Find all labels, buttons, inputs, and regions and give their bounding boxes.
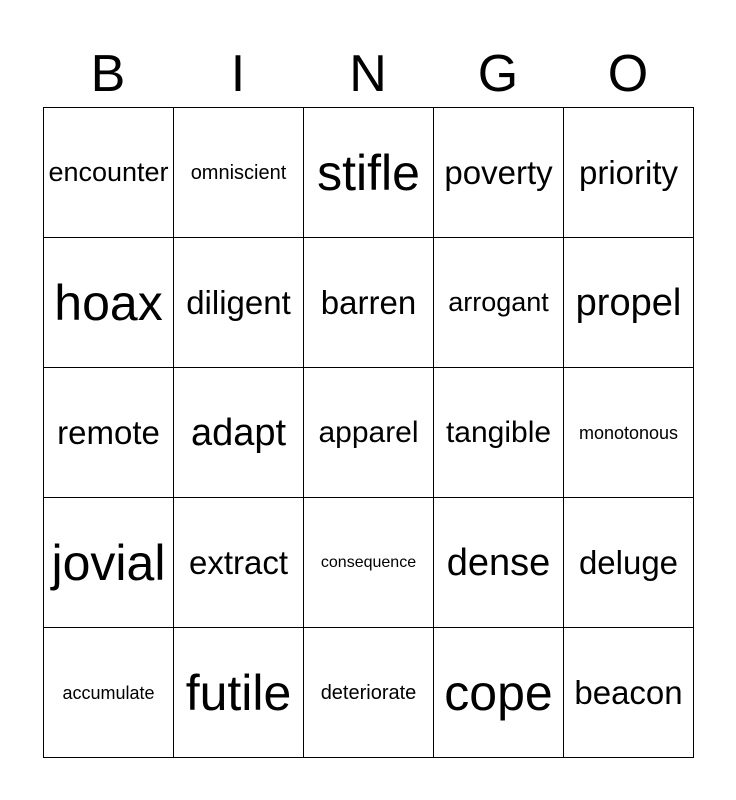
cell-word: cope bbox=[444, 664, 553, 721]
bingo-cell[interactable] bbox=[44, 108, 174, 238]
cell-word: adapt bbox=[190, 411, 287, 454]
cell-word: deteriorate bbox=[320, 681, 417, 704]
cell-word: barren bbox=[320, 284, 417, 321]
cell-word: tangible bbox=[445, 415, 552, 449]
bingo-cell[interactable] bbox=[304, 628, 434, 758]
cell-word: stifle bbox=[317, 144, 420, 201]
cell-word: poverty bbox=[444, 154, 553, 191]
bingo-cell[interactable] bbox=[434, 108, 564, 238]
bingo-cell[interactable] bbox=[564, 108, 694, 238]
cell-word: encounter bbox=[48, 157, 169, 187]
cell-word: jovial bbox=[51, 534, 166, 591]
cell-word: monotonous bbox=[578, 422, 679, 443]
cell-word: futile bbox=[185, 664, 292, 721]
cell-word: propel bbox=[575, 281, 682, 324]
cell-word: arrogant bbox=[448, 287, 549, 317]
bingo-cell[interactable] bbox=[44, 628, 174, 758]
cell-word: dense bbox=[446, 541, 551, 584]
bingo-cell[interactable] bbox=[304, 108, 434, 238]
bingo-cell[interactable] bbox=[564, 628, 694, 758]
bingo-cell[interactable] bbox=[44, 368, 174, 498]
cell-word: diligent bbox=[186, 284, 291, 321]
bingo-cell[interactable] bbox=[434, 498, 564, 628]
cell-word: priority bbox=[578, 154, 679, 191]
cell-word: beacon bbox=[574, 674, 683, 711]
header-letter-o: O bbox=[607, 45, 649, 103]
cell-word: deluge bbox=[578, 544, 679, 581]
cell-word: hoax bbox=[54, 274, 163, 331]
bingo-cell[interactable] bbox=[304, 498, 434, 628]
bingo-cell[interactable] bbox=[174, 238, 304, 368]
bingo-cell[interactable] bbox=[174, 498, 304, 628]
bingo-cell[interactable] bbox=[564, 498, 694, 628]
cell-word: apparel bbox=[318, 415, 419, 449]
header-letter-i: I bbox=[230, 45, 246, 103]
bingo-cell[interactable] bbox=[44, 498, 174, 628]
header-letter-g: G bbox=[477, 45, 519, 103]
bingo-cell[interactable] bbox=[44, 238, 174, 368]
bingo-cell[interactable] bbox=[434, 238, 564, 368]
bingo-cell[interactable] bbox=[564, 238, 694, 368]
header-letter-n: N bbox=[349, 45, 387, 103]
cell-word: accumulate bbox=[62, 682, 155, 703]
bingo-cell[interactable] bbox=[434, 628, 564, 758]
bingo-cell[interactable] bbox=[174, 368, 304, 498]
bingo-cell[interactable] bbox=[304, 238, 434, 368]
header-letter-b: B bbox=[90, 45, 126, 103]
cell-word: remote bbox=[57, 414, 160, 451]
bingo-cell[interactable] bbox=[304, 368, 434, 498]
bingo-cell[interactable] bbox=[174, 628, 304, 758]
bingo-cell[interactable] bbox=[174, 108, 304, 238]
cell-word: consequence bbox=[320, 553, 417, 571]
cell-word: extract bbox=[188, 544, 289, 581]
bingo-cell[interactable] bbox=[564, 368, 694, 498]
cell-word: omniscient bbox=[190, 161, 287, 184]
bingo-header bbox=[43, 40, 693, 108]
bingo-cell[interactable] bbox=[434, 368, 564, 498]
bingo-board bbox=[43, 107, 694, 758]
